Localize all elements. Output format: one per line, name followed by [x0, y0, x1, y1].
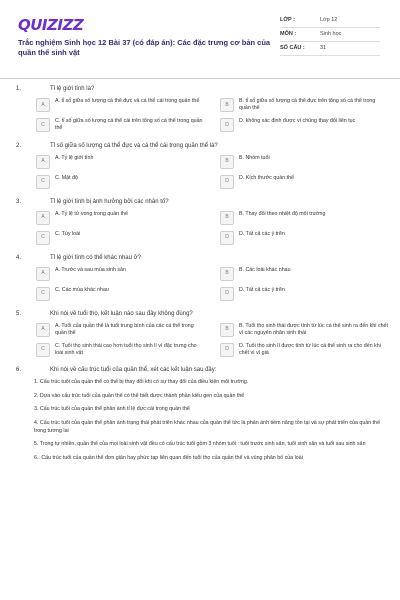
option-b[interactable] [220, 155, 388, 169]
question-number: 3. [16, 198, 22, 205]
question-text: Tỉ lệ giới tính có thể khác nhau ở? [50, 254, 141, 261]
option-text: B. Tuổi thọ sinh thái được tính từ lúc cá thể sinh ra đến khi chết vì các nguyên nhân sinh thái [239, 322, 388, 336]
option-letter-box: A [36, 211, 50, 225]
option-a[interactable] [36, 211, 204, 225]
option-c[interactable] [36, 287, 204, 301]
option-b[interactable] [220, 267, 388, 281]
option-b[interactable] [220, 323, 388, 337]
worksheet-title: Trắc nghiệm Sinh học 12 Bài 37 (có đáp án): Các đặc trưng cơ bản của quần thể sinh vật [18, 38, 271, 58]
statement-item: 5. Trong tự nhiên, quần thể của mọi loài sinh vật đều có cấu trúc tuổi gồm 3 nhóm tuổi : tuổi trước sinh sản, tuổi sinh sản và tuổi sau sinh sản [34, 441, 366, 448]
question-text: Khi nói về tuổi thọ, kết luận nào sau đây không đúng? [50, 310, 193, 317]
question-list [12, 86, 388, 473]
option-grid [12, 98, 388, 133]
question-number: 1. [16, 86, 22, 92]
question-2 [12, 143, 388, 189]
statement-item: 2. Dựa vào cấu trúc tuổi của quần thể có thể biết được thành phần kiểu gen của quần thể [34, 392, 245, 399]
option-text: B. Các loài khác nhau [239, 266, 291, 273]
question-number: 4. [16, 254, 22, 261]
option-grid [12, 211, 388, 245]
statement-item: 6.. Cấu trúc tuổi của quần thể đơn giản hay phức tạp liên quan đến tuổi thọ của quần thể và vùng phân bố của loài [34, 455, 303, 462]
option-a[interactable] [36, 267, 204, 281]
option-text: D. Tất cả các ý trên [239, 286, 285, 293]
meta-info [280, 14, 380, 56]
header-divider [0, 78, 400, 79]
question-3 [12, 199, 388, 245]
option-letter-box: C [36, 231, 50, 245]
question-6 [12, 367, 388, 463]
option-letter-box: B [220, 98, 234, 112]
question-text: Tỉ lệ giới tính bị ảnh hưởng bởi các nhân tố? [50, 198, 169, 205]
question-4 [12, 255, 388, 301]
option-letter-box: D [220, 287, 234, 301]
option-text: C. Mật độ [55, 174, 78, 181]
question-text: Tỉ lệ giới tính là? [50, 86, 95, 92]
option-letter-box: D [220, 231, 234, 245]
option-grid [12, 323, 388, 358]
meta-value: Lớp 12 [320, 17, 338, 23]
question-1 [12, 86, 388, 133]
option-text: A. Trước và sau mùa sinh sản [55, 266, 126, 273]
option-letter-box: C [36, 118, 50, 132]
option-letter-box: B [220, 267, 234, 281]
option-letter-box: C [36, 287, 50, 301]
option-text: A. Tỷ lệ tử vong trong quần thể [55, 210, 128, 217]
option-text: B. Nhóm tuổi [239, 154, 270, 161]
option-c[interactable] [36, 175, 204, 189]
option-text: D. Kích thước quần thể [239, 174, 295, 181]
worksheet-header [12, 10, 388, 68]
option-b[interactable] [220, 98, 388, 112]
option-d[interactable] [220, 175, 388, 189]
question-number: 5. [16, 310, 22, 317]
option-letter-box: B [220, 323, 234, 337]
option-letter-box: C [36, 343, 50, 357]
option-letter-box: A [36, 267, 50, 281]
meta-key: LỚP : [280, 17, 295, 23]
option-letter-box: A [36, 98, 50, 112]
option-letter-box: B [220, 211, 234, 225]
option-grid [12, 155, 388, 189]
statement-item: 1. Cấu trúc tuổi của quần thể có thể bị thay đổi khi có sự thay đổi của điều kiện môi trường. [34, 379, 249, 386]
option-d[interactable] [220, 118, 388, 132]
question-text: Tỉ số giữa số lượng cá thể đực và cá thể cái trong quần thể là? [50, 142, 218, 149]
option-text: D. không xác định được vì chúng thay đổi liên tục [239, 118, 356, 125]
option-letter-box: A [36, 155, 50, 169]
option-c[interactable] [36, 231, 204, 245]
option-c[interactable] [36, 118, 204, 132]
question-number: 6. [16, 367, 22, 374]
question-number: 2. [16, 142, 22, 149]
option-letter-box: D [220, 343, 234, 357]
option-text: A. Tỷ lệ giới tính [55, 154, 94, 161]
option-text: D. Tất cả các ý trên [239, 230, 285, 237]
option-text: A. Tuổi của quần thể là tuổi trung bình của các cá thể trong quần thể [55, 322, 194, 336]
option-text: C. Tuổi thọ sinh thái cao hơn tuổi thọ sinh lí vì đặc trưng cho loài sinh vật [55, 342, 197, 356]
meta-row-count [280, 42, 380, 56]
option-a[interactable] [36, 155, 204, 169]
option-d[interactable] [220, 231, 388, 245]
meta-value: 31 [320, 45, 327, 52]
option-letter-box: D [220, 118, 234, 132]
option-text: B. Thay đổi theo nhiệt độ môi trường [239, 210, 326, 217]
option-letter-box: A [36, 323, 50, 337]
option-letter-box: B [220, 155, 234, 169]
question-text: Khi nói về cấu trúc tuổi của quần thể, xét các kết luận sau đây: [50, 367, 217, 374]
meta-value: Sinh học [320, 31, 342, 38]
question-5 [12, 311, 388, 358]
option-a[interactable] [36, 98, 204, 112]
option-text: C. Tùy loài [55, 230, 81, 237]
option-text: C. Các mùa khác nhau [55, 286, 109, 293]
option-b[interactable] [220, 211, 388, 225]
meta-key: SỐ CÂU : [280, 45, 305, 52]
meta-row-subject [280, 28, 380, 42]
option-text: A. tỉ số giữa số lượng cá thể đực và cá thể cái trong quần thể [55, 98, 200, 104]
option-c[interactable] [36, 343, 204, 357]
meta-row-grade [280, 14, 380, 28]
quizizz-logo: QUIZIZZ [18, 16, 84, 34]
option-text: D. Tuổi thọ sinh lí được tính từ lúc cá thể sinh ra cho đến khi chết vì vì già [239, 342, 381, 356]
option-letter-box: D [220, 175, 234, 189]
option-grid [12, 267, 388, 301]
option-letter-box: C [36, 175, 50, 189]
meta-key: MÔN : [280, 31, 297, 38]
statement-item: 3. Cấu trúc tuổi của quần thể phản ánh tỉ lệ đực:cái trong quần thể [34, 406, 190, 413]
statement-item: 4. Cấu trúc tuổi của quần thể phản ánh trạng thái phát triển khác nhau của quần thể tức là phản ánh tiềm năng tồn tại và sự phát triển của quần thể trong tương lai [34, 420, 381, 434]
option-text: B. tỉ số giữa số lượng cá thể đực trên tổng số cá thể trong quần thể [239, 98, 376, 112]
option-text: C. tỉ số giữa số lượng cá thể cái trên tổng số cá thể trong quần thể [55, 118, 203, 132]
option-a[interactable] [36, 323, 204, 337]
option-d[interactable] [220, 343, 388, 357]
option-d[interactable] [220, 287, 388, 301]
